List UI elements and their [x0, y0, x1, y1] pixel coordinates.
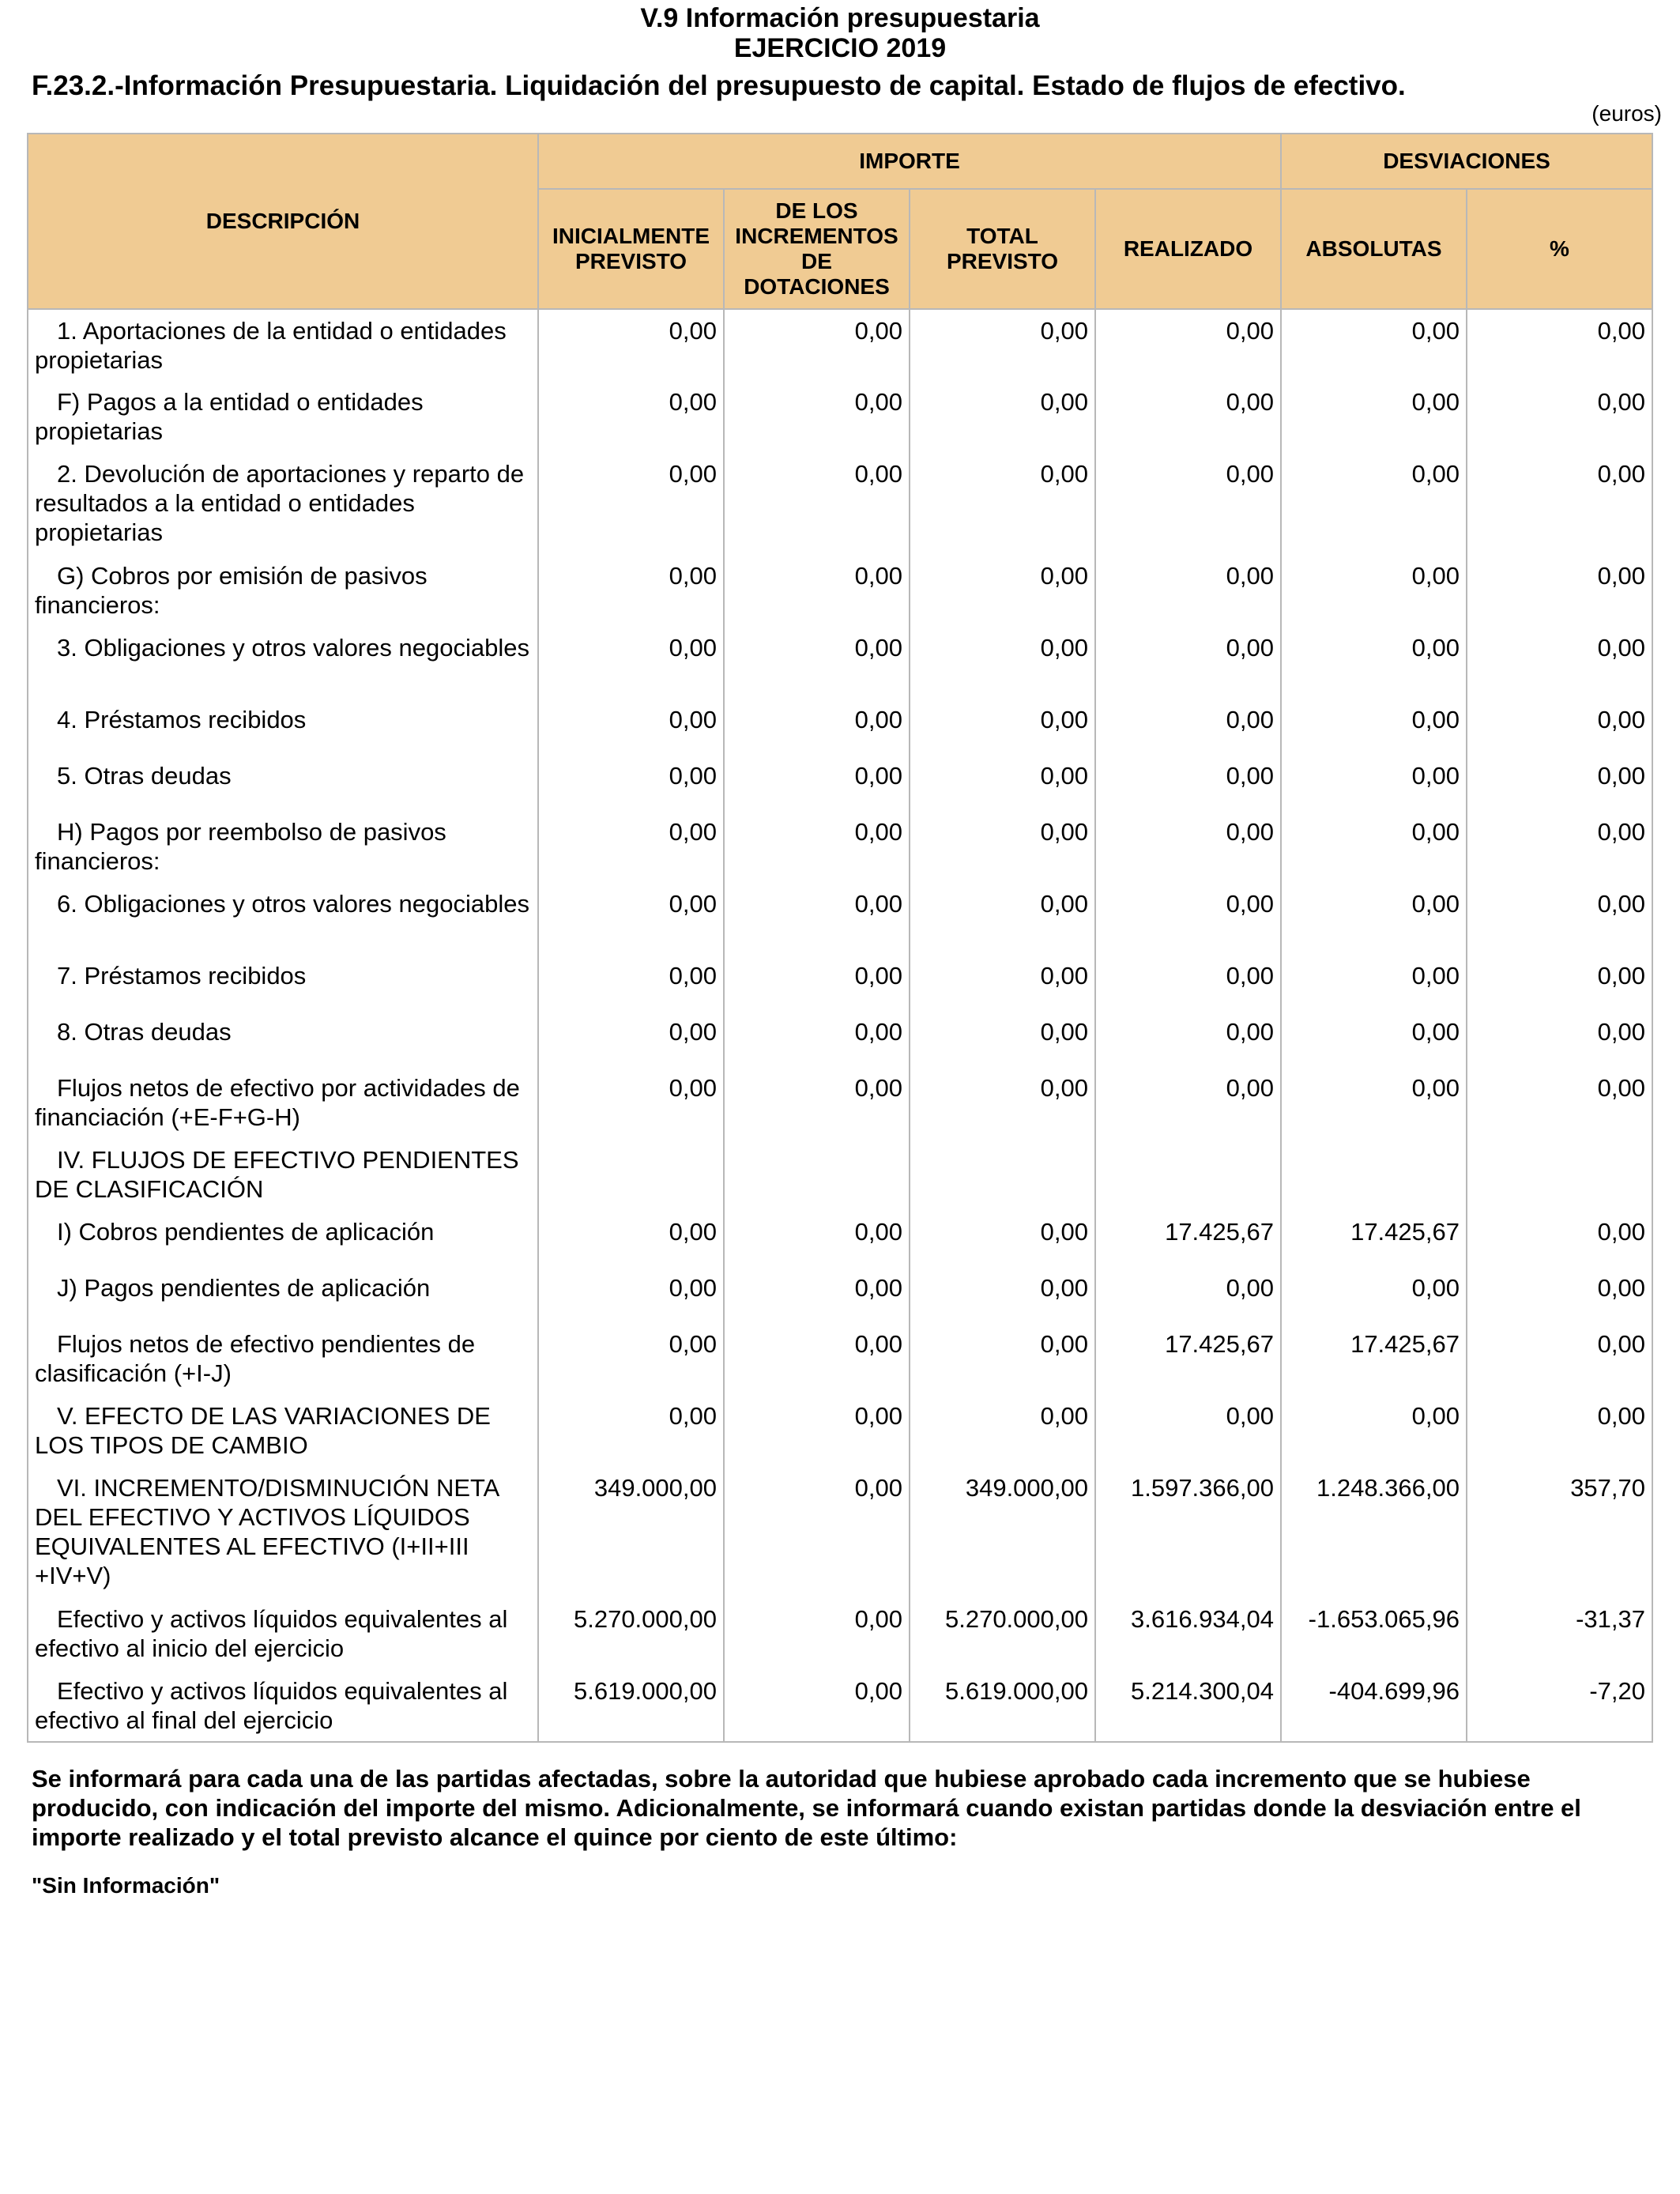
table-row	[28, 1467, 1652, 1598]
table-row	[28, 627, 1652, 699]
cell-inicialmente-previsto: 0,00	[538, 1011, 724, 1067]
header-inicialmente-previsto: INICIALMENTE PREVISTO	[538, 189, 724, 309]
header-total-previsto: TOTAL PREVISTO	[910, 189, 1095, 309]
row-description-text: I) Cobros pendientes de aplicación	[57, 1218, 435, 1246]
row-description	[28, 1670, 538, 1742]
cell-porcentaje: 0,00	[1467, 627, 1652, 699]
row-description	[28, 811, 538, 883]
row-description-text: J) Pagos pendientes de aplicación	[57, 1274, 431, 1302]
cell-total-previsto	[910, 1139, 1095, 1211]
row-description	[28, 1067, 538, 1139]
row-description	[28, 1395, 538, 1467]
cell-incrementos: 0,00	[724, 1395, 910, 1467]
cell-incrementos: 0,00	[724, 627, 910, 699]
page-title: V.9 Información presupuestaria	[640, 3, 1040, 33]
cell-porcentaje: 0,00	[1467, 453, 1652, 555]
cell-inicialmente-previsto: 5.619.000,00	[538, 1670, 724, 1742]
cell-total-previsto: 0,00	[910, 1067, 1095, 1139]
row-description-text: Efectivo y activos líquidos equivalentes al efectivo al final del ejercicio	[35, 1677, 508, 1734]
header-descripcion: DESCRIPCIÓN	[28, 134, 538, 309]
row-description	[28, 1323, 538, 1395]
cell-absolutas: 0,00	[1281, 955, 1467, 1011]
header-absolutas: ABSOLUTAS	[1281, 189, 1467, 309]
cell-inicialmente-previsto: 0,00	[538, 699, 724, 755]
no-info-label: "Sin Información"	[32, 1873, 220, 1898]
cell-porcentaje: 0,00	[1467, 1323, 1652, 1395]
table-row	[28, 755, 1652, 811]
cell-absolutas: 0,00	[1281, 883, 1467, 955]
row-description	[28, 1211, 538, 1267]
cell-incrementos	[724, 1139, 910, 1211]
row-description-text: V. EFECTO DE LAS VARIACIONES DE LOS TIPOS DE CAMBIO	[35, 1402, 491, 1459]
cell-incrementos: 0,00	[724, 381, 910, 453]
cell-absolutas: 17.425,67	[1281, 1323, 1467, 1395]
cell-porcentaje: 0,00	[1467, 1267, 1652, 1323]
cell-absolutas: 0,00	[1281, 309, 1467, 381]
table-row	[28, 1323, 1652, 1395]
cell-absolutas: 0,00	[1281, 381, 1467, 453]
cell-realizado: 0,00	[1095, 1267, 1281, 1323]
fiscal-year: EJERCICIO 2019	[733, 33, 947, 63]
cell-inicialmente-previsto: 0,00	[538, 755, 724, 811]
units-label: (euros)	[1591, 101, 1662, 126]
cell-realizado	[1095, 1139, 1281, 1211]
cell-absolutas: 1.248.366,00	[1281, 1467, 1467, 1598]
cell-absolutas: 0,00	[1281, 453, 1467, 555]
cell-realizado: 0,00	[1095, 955, 1281, 1011]
cell-inicialmente-previsto: 349.000,00	[538, 1467, 724, 1598]
cell-total-previsto: 0,00	[910, 555, 1095, 627]
cell-total-previsto: 0,00	[910, 453, 1095, 555]
row-description	[28, 1467, 538, 1598]
cell-inicialmente-previsto: 0,00	[538, 883, 724, 955]
header-porcentaje: %	[1467, 189, 1652, 309]
table-row	[28, 453, 1652, 555]
cell-inicialmente-previsto: 0,00	[538, 453, 724, 555]
row-description	[28, 699, 538, 755]
cell-inicialmente-previsto: 0,00	[538, 1211, 724, 1267]
cell-inicialmente-previsto: 0,00	[538, 1067, 724, 1139]
cell-absolutas: 17.425,67	[1281, 1211, 1467, 1267]
table-row	[28, 1011, 1652, 1067]
cell-realizado: 0,00	[1095, 811, 1281, 883]
row-description-text: F) Pagos a la entidad o entidades propietarias	[35, 388, 424, 445]
row-description-text: 3. Obligaciones y otros valores negociables	[57, 634, 529, 662]
row-description	[28, 627, 538, 699]
row-description-text: H) Pagos por reembolso de pasivos financieros:	[35, 818, 446, 875]
table-row	[28, 811, 1652, 883]
row-description	[28, 1011, 538, 1067]
row-description	[28, 1598, 538, 1670]
cell-realizado: 0,00	[1095, 699, 1281, 755]
table-row	[28, 309, 1652, 381]
table-row	[28, 955, 1652, 1011]
cell-incrementos: 0,00	[724, 555, 910, 627]
cell-realizado: 5.214.300,04	[1095, 1670, 1281, 1742]
row-description-text: 5. Otras deudas	[57, 762, 232, 790]
table-row	[28, 1395, 1652, 1467]
cell-realizado: 0,00	[1095, 309, 1281, 381]
row-description	[28, 555, 538, 627]
cell-porcentaje: 357,70	[1467, 1467, 1652, 1598]
cell-realizado: 17.425,67	[1095, 1323, 1281, 1395]
table-row	[28, 1598, 1652, 1670]
row-description	[28, 381, 538, 453]
cell-absolutas: 0,00	[1281, 627, 1467, 699]
cell-incrementos: 0,00	[724, 309, 910, 381]
cell-incrementos: 0,00	[724, 1211, 910, 1267]
cell-total-previsto: 0,00	[910, 381, 1095, 453]
cell-porcentaje	[1467, 1139, 1652, 1211]
cell-inicialmente-previsto: 0,00	[538, 1323, 724, 1395]
header-desviaciones: DESVIACIONES	[1281, 134, 1652, 189]
row-description	[28, 1267, 538, 1323]
cell-realizado: 3.616.934,04	[1095, 1598, 1281, 1670]
cell-absolutas: 0,00	[1281, 1011, 1467, 1067]
table-row	[28, 555, 1652, 627]
cell-incrementos: 0,00	[724, 1323, 910, 1395]
cell-realizado: 0,00	[1095, 755, 1281, 811]
cell-absolutas: 0,00	[1281, 1395, 1467, 1467]
cell-total-previsto: 0,00	[910, 1323, 1095, 1395]
header-importe: IMPORTE	[538, 134, 1281, 189]
cell-porcentaje: 0,00	[1467, 1211, 1652, 1267]
cell-total-previsto: 0,00	[910, 811, 1095, 883]
cell-realizado: 0,00	[1095, 453, 1281, 555]
cell-total-previsto: 0,00	[910, 627, 1095, 699]
cell-total-previsto: 0,00	[910, 699, 1095, 755]
cell-absolutas: -1.653.065,96	[1281, 1598, 1467, 1670]
header-realizado: REALIZADO	[1095, 189, 1281, 309]
table-row	[28, 699, 1652, 755]
cell-porcentaje: 0,00	[1467, 883, 1652, 955]
row-description	[28, 309, 538, 381]
cell-incrementos: 0,00	[724, 955, 910, 1011]
row-description	[28, 1139, 538, 1211]
cell-inicialmente-previsto: 5.270.000,00	[538, 1598, 724, 1670]
cell-total-previsto: 0,00	[910, 1267, 1095, 1323]
row-description-text: G) Cobros por emisión de pasivos financieros:	[35, 562, 428, 619]
cell-incrementos: 0,00	[724, 1011, 910, 1067]
cell-inicialmente-previsto: 0,00	[538, 955, 724, 1011]
cell-porcentaje: 0,00	[1467, 1011, 1652, 1067]
cell-porcentaje: 0,00	[1467, 699, 1652, 755]
table-row	[28, 1067, 1652, 1139]
cell-porcentaje: -7,20	[1467, 1670, 1652, 1742]
cell-total-previsto: 0,00	[910, 883, 1095, 955]
row-description-text: 7. Préstamos recibidos	[57, 962, 307, 990]
cell-absolutas: 0,00	[1281, 555, 1467, 627]
cell-absolutas: 0,00	[1281, 1267, 1467, 1323]
cell-porcentaje: 0,00	[1467, 1395, 1652, 1467]
row-description-text: 2. Devolución de aportaciones y reparto de resultados a la entidad o entidades propietarias	[35, 460, 525, 546]
cell-inicialmente-previsto: 0,00	[538, 309, 724, 381]
cell-realizado: 0,00	[1095, 555, 1281, 627]
cell-total-previsto: 5.270.000,00	[910, 1598, 1095, 1670]
cell-incrementos: 0,00	[724, 883, 910, 955]
table-row	[28, 1267, 1652, 1323]
cell-inicialmente-previsto: 0,00	[538, 381, 724, 453]
cell-porcentaje: -31,37	[1467, 1598, 1652, 1670]
cell-total-previsto: 5.619.000,00	[910, 1670, 1095, 1742]
cell-realizado: 17.425,67	[1095, 1211, 1281, 1267]
row-description-text: 8. Otras deudas	[57, 1018, 232, 1046]
cell-total-previsto: 0,00	[910, 1211, 1095, 1267]
report-subtitle: F.23.2.-Información Presupuestaria. Liquidación del presupuesto de capital. Estado de flujos de efectivo.	[32, 70, 1406, 101]
cell-inicialmente-previsto: 0,00	[538, 811, 724, 883]
cell-inicialmente-previsto: 0,00	[538, 627, 724, 699]
row-description-text: IV. FLUJOS DE EFECTIVO PENDIENTES DE CLASIFICACIÓN	[35, 1146, 519, 1203]
cash-flow-table	[27, 133, 1653, 1743]
cell-realizado: 1.597.366,00	[1095, 1467, 1281, 1598]
cell-realizado: 0,00	[1095, 1011, 1281, 1067]
row-description-text: Flujos netos de efectivo por actividades de financiación (+E-F+G-H)	[35, 1074, 520, 1131]
cell-realizado: 0,00	[1095, 381, 1281, 453]
cell-absolutas: 0,00	[1281, 811, 1467, 883]
cell-porcentaje: 0,00	[1467, 381, 1652, 453]
cell-total-previsto: 0,00	[910, 1395, 1095, 1467]
cell-incrementos: 0,00	[724, 1467, 910, 1598]
table-row	[28, 1211, 1652, 1267]
table-body	[28, 309, 1652, 1742]
table-row	[28, 381, 1652, 453]
cell-absolutas: 0,00	[1281, 699, 1467, 755]
cell-total-previsto: 0,00	[910, 755, 1095, 811]
row-description-text: 1. Aportaciones de la entidad o entidades propietarias	[35, 317, 507, 374]
cell-incrementos: 0,00	[724, 453, 910, 555]
table-row	[28, 1139, 1652, 1211]
footnote: Se informará para cada una de las partidas afectadas, sobre la autoridad que hubiese aprobado cada incremento que se hubiese producido, con indicación del importe del mismo. Adicionalmente, se informará cuando existan partidas donde la desviación entre el importe realizado y el total previsto alcance el quince por ciento de este último:	[32, 1765, 1581, 1851]
cell-absolutas: 0,00	[1281, 1067, 1467, 1139]
cell-incrementos: 0,00	[724, 1670, 910, 1742]
row-description-text: Flujos netos de efectivo pendientes de clasificación (+I-J)	[35, 1330, 476, 1387]
row-description	[28, 453, 538, 555]
row-description	[28, 955, 538, 1011]
cell-porcentaje: 0,00	[1467, 755, 1652, 811]
cell-incrementos: 0,00	[724, 755, 910, 811]
cell-absolutas	[1281, 1139, 1467, 1211]
row-description	[28, 883, 538, 955]
cell-total-previsto: 0,00	[910, 1011, 1095, 1067]
row-description	[28, 755, 538, 811]
cell-total-previsto: 0,00	[910, 309, 1095, 381]
cell-realizado: 0,00	[1095, 1395, 1281, 1467]
cell-inicialmente-previsto: 0,00	[538, 1267, 724, 1323]
header-incrementos: DE LOS INCREMENTOS DE DOTACIONES	[724, 189, 910, 309]
cell-inicialmente-previsto	[538, 1139, 724, 1211]
cell-incrementos: 0,00	[724, 811, 910, 883]
cell-absolutas: 0,00	[1281, 755, 1467, 811]
cell-realizado: 0,00	[1095, 1067, 1281, 1139]
cell-total-previsto: 0,00	[910, 955, 1095, 1011]
table-row	[28, 883, 1652, 955]
cell-total-previsto: 349.000,00	[910, 1467, 1095, 1598]
row-description-text: Efectivo y activos líquidos equivalentes al efectivo al inicio del ejercicio	[35, 1605, 508, 1662]
cell-absolutas: -404.699,96	[1281, 1670, 1467, 1742]
cell-realizado: 0,00	[1095, 627, 1281, 699]
row-description-text: 6. Obligaciones y otros valores negociables	[57, 890, 529, 918]
cell-incrementos: 0,00	[724, 699, 910, 755]
cell-porcentaje: 0,00	[1467, 555, 1652, 627]
cell-porcentaje: 0,00	[1467, 811, 1652, 883]
cell-porcentaje: 0,00	[1467, 955, 1652, 1011]
cell-incrementos: 0,00	[724, 1067, 910, 1139]
cell-inicialmente-previsto: 0,00	[538, 1395, 724, 1467]
cell-porcentaje: 0,00	[1467, 309, 1652, 381]
cell-porcentaje: 0,00	[1467, 1067, 1652, 1139]
cell-incrementos: 0,00	[724, 1598, 910, 1670]
cell-realizado: 0,00	[1095, 883, 1281, 955]
table-row	[28, 1670, 1652, 1742]
row-description-text: VI. INCREMENTO/DISMINUCIÓN NETA DEL EFECTIVO Y ACTIVOS LÍQUIDOS EQUIVALENTES AL EFECTIVO (I+II+III +IV+V)	[35, 1474, 499, 1589]
row-description-text: 4. Préstamos recibidos	[57, 706, 307, 733]
cell-incrementos: 0,00	[724, 1267, 910, 1323]
cell-inicialmente-previsto: 0,00	[538, 555, 724, 627]
